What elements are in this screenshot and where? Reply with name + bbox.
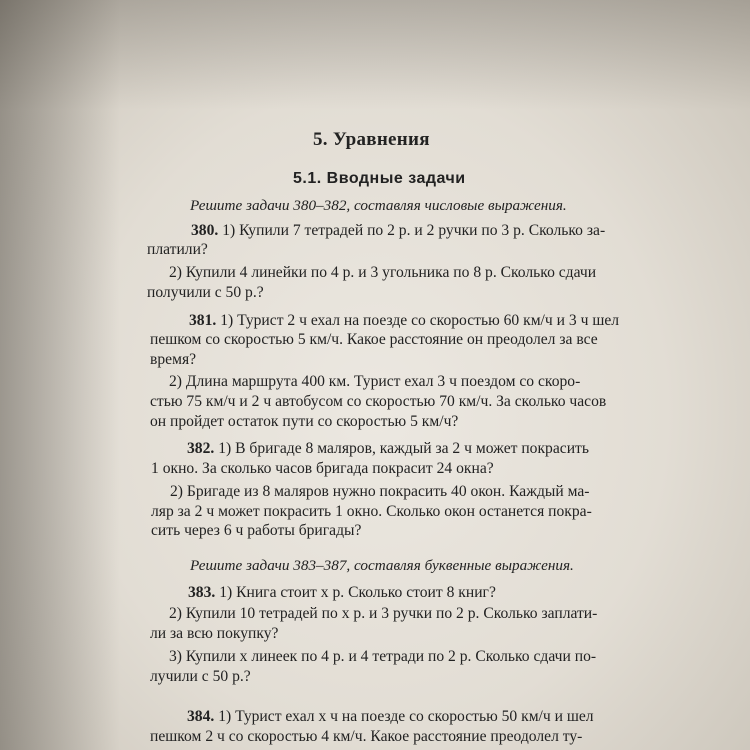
- text-line: [151, 521, 361, 541]
- text-line: [191, 221, 605, 241]
- line-text: ли за всю покупку?: [150, 625, 279, 642]
- line-text: 2) Длина маршрута 400 км. Турист ехал 3 ч поездом со скоро-: [169, 373, 581, 390]
- text-line: [150, 667, 251, 687]
- line-text: получили с 50 р.?: [147, 284, 264, 301]
- problem-number: 381.: [189, 312, 217, 329]
- line-text: 1) Купили 7 тетрадей по 2 р. и 2 ручки по 3 р. Сколько за-: [218, 222, 606, 239]
- left-shadow: [0, 0, 120, 750]
- text-line: [150, 392, 606, 412]
- text-line: [189, 311, 619, 331]
- problem-number: 384.: [187, 708, 215, 725]
- line-text: платили?: [147, 241, 208, 258]
- section-title: 5.1. Вводные задачи: [293, 170, 466, 187]
- text-line: [150, 727, 582, 747]
- text-line: [147, 283, 264, 303]
- text-line: [150, 350, 196, 370]
- line-text: сить через 6 ч работы бригады?: [151, 522, 362, 539]
- line-text: 2) Купили 4 линейки по 4 р. и 3 угольника по 8 р. Сколько сдачи: [169, 264, 597, 281]
- line-text: 1) Турист ехал x ч на поезде со скоростью 50 км/ч и шел: [214, 708, 594, 725]
- line-text: 3) Купили x линеек по 4 р. и 4 тетради по 2 р. Сколько сдачи по-: [169, 648, 597, 665]
- line-text: пешком со скоростью 5 км/ч. Какое расстояние он преодолел за все: [150, 331, 598, 348]
- text-line: [151, 459, 494, 479]
- text-line: [150, 330, 598, 350]
- line-text: время?: [150, 351, 197, 368]
- text-line: [147, 240, 208, 260]
- text-line: [150, 412, 458, 432]
- text-line: [187, 707, 594, 727]
- top-shadow: [0, 0, 750, 110]
- line-text: ляр за 2 ч может покрасить 1 окно. Сколько окон останется покра-: [151, 503, 592, 520]
- line-text: лучили с 50 р.?: [150, 668, 251, 685]
- line-text: пешком 2 ч со скоростью 4 км/ч. Какое расстояние преодолел ту-: [150, 728, 583, 745]
- instruction-letter: Решите задачи 383–387, составляя буквенные выражения.: [190, 557, 574, 574]
- line-text: 1 окно. За сколько часов бригада покрасит 24 окна?: [151, 460, 494, 477]
- line-text: он пройдет остаток пути со скоростью 5 км/ч?: [150, 413, 459, 430]
- line-text: 2) Купили 10 тетрадей по x р. и 3 ручки по 2 р. Сколько заплати-: [169, 605, 598, 622]
- line-text: стью 75 км/ч и 2 ч автобусом со скоростью 70 км/ч. За сколько часов: [150, 393, 607, 410]
- text-line: [187, 439, 589, 459]
- text-line: [188, 583, 496, 603]
- chapter-title: 5. Уравнения: [313, 129, 430, 150]
- instruction-numeric: Решите задачи 380–382, составляя числовые выражения.: [190, 197, 567, 214]
- line-text: 1) Турист 2 ч ехал на поезде со скоростью 60 км/ч и 3 ч шел: [216, 312, 620, 329]
- text-line: [169, 604, 597, 624]
- text-line: [169, 647, 596, 667]
- problem-number: 382.: [187, 440, 215, 457]
- line-text: 1) Книга стоит x р. Сколько стоит 8 книг?: [215, 584, 496, 601]
- text-line: [170, 482, 590, 502]
- text-line: [151, 502, 592, 522]
- problem-number: 383.: [188, 584, 216, 601]
- text-line: [169, 372, 580, 392]
- text-line: [169, 263, 596, 283]
- line-text: 2) Бригаде из 8 маляров нужно покрасить 40 окон. Каждый ма-: [170, 483, 590, 500]
- line-text: 1) В бригаде 8 маляров, каждый за 2 ч может покрасить: [214, 440, 589, 457]
- problem-number: 380.: [191, 222, 219, 239]
- text-line: [150, 624, 278, 644]
